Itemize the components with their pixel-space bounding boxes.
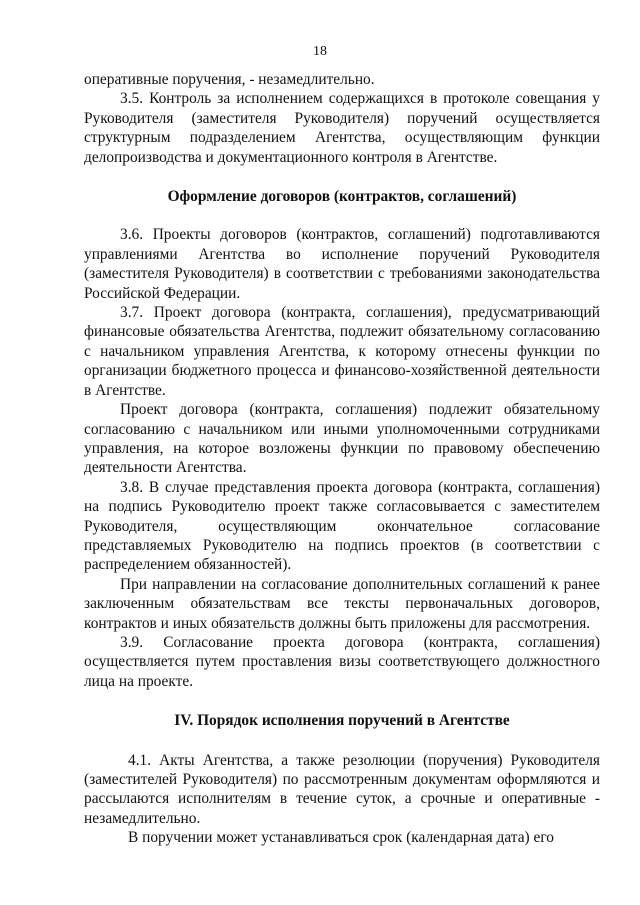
section-heading-iv: IV. Порядок исполнения поручений в Агентстве xyxy=(174,712,510,730)
paragraph-4-1: 4.1. Акты Агентства, а также резолюции (поручения) Руководителя (заместителей Руководителя) по рассмотренным документам оформляются и рассылаются исполнителям в течение суток, а срочные и оперативные - незамедлительно. xyxy=(84,751,600,827)
paragraph-3-7: 3.7. Проект договора (контракта, соглашения), предусматривающий финансовые обязательства Агентства, подлежит обязательному согласованию с начальником управления Агентства, к которому отнесены функции по организации бюджетного процесса и финансово-хозяйственной деятельности в Агентстве. xyxy=(84,304,600,399)
paragraph-3-9: 3.9. Согласование проекта договора (контракта, соглашения) осуществляется путем проставления визы соответствующего должностного лица на проекте. xyxy=(84,633,600,690)
paragraph-3-6: 3.6. Проекты договоров (контрактов, соглашений) подготавливаются управлениями Агентства во исполнение поручений Руководителя (заместителя Руководителя) в соответствии с требованиями законодательства Российской Федерации. xyxy=(84,226,600,302)
paragraph: Проект договора (контракта, соглашения) подлежит обязательному согласованию с начальником или иными уполномоченными сотрудниками управления, на которое возложены функции по правовому обеспечению деятельности Агентства. xyxy=(84,401,600,477)
paragraph-3-8: 3.8. В случае представления проекта договора (контракта, соглашения) на подпись Руководителю проект также согласовывается с заместителем Руководителя, осуществляющим окончательное согласование представляемых Руководителю на подпись проектов (в соответствии с распределением обязанностей). xyxy=(84,478,600,574)
document-body xyxy=(84,70,600,848)
page-number: 18 xyxy=(313,44,327,59)
section-heading-contracts: Оформление договоров (контрактов, соглашений) xyxy=(167,188,517,206)
paragraph: В поручении может устанавливаться срок (календарная дата) его xyxy=(128,829,554,847)
paragraph: При направлении на согласование дополнительных соглашений к ранее заключенным обязательствам все тексты первоначальных договоров, контрактов и иных обязательств должны быть приложены для рассмотрения. xyxy=(84,575,600,632)
paragraph-3-5: 3.5. Контроль за исполнением содержащихся в протоколе совещания у Руководителя (заместителя Руководителя) поручений осуществляется структурным подразделением Агентства, осуществляющим функции делопроизводства и документационного контроля в Агентстве. xyxy=(84,90,600,166)
paragraph: оперативные поручения, - незамедлительно. xyxy=(84,71,375,88)
